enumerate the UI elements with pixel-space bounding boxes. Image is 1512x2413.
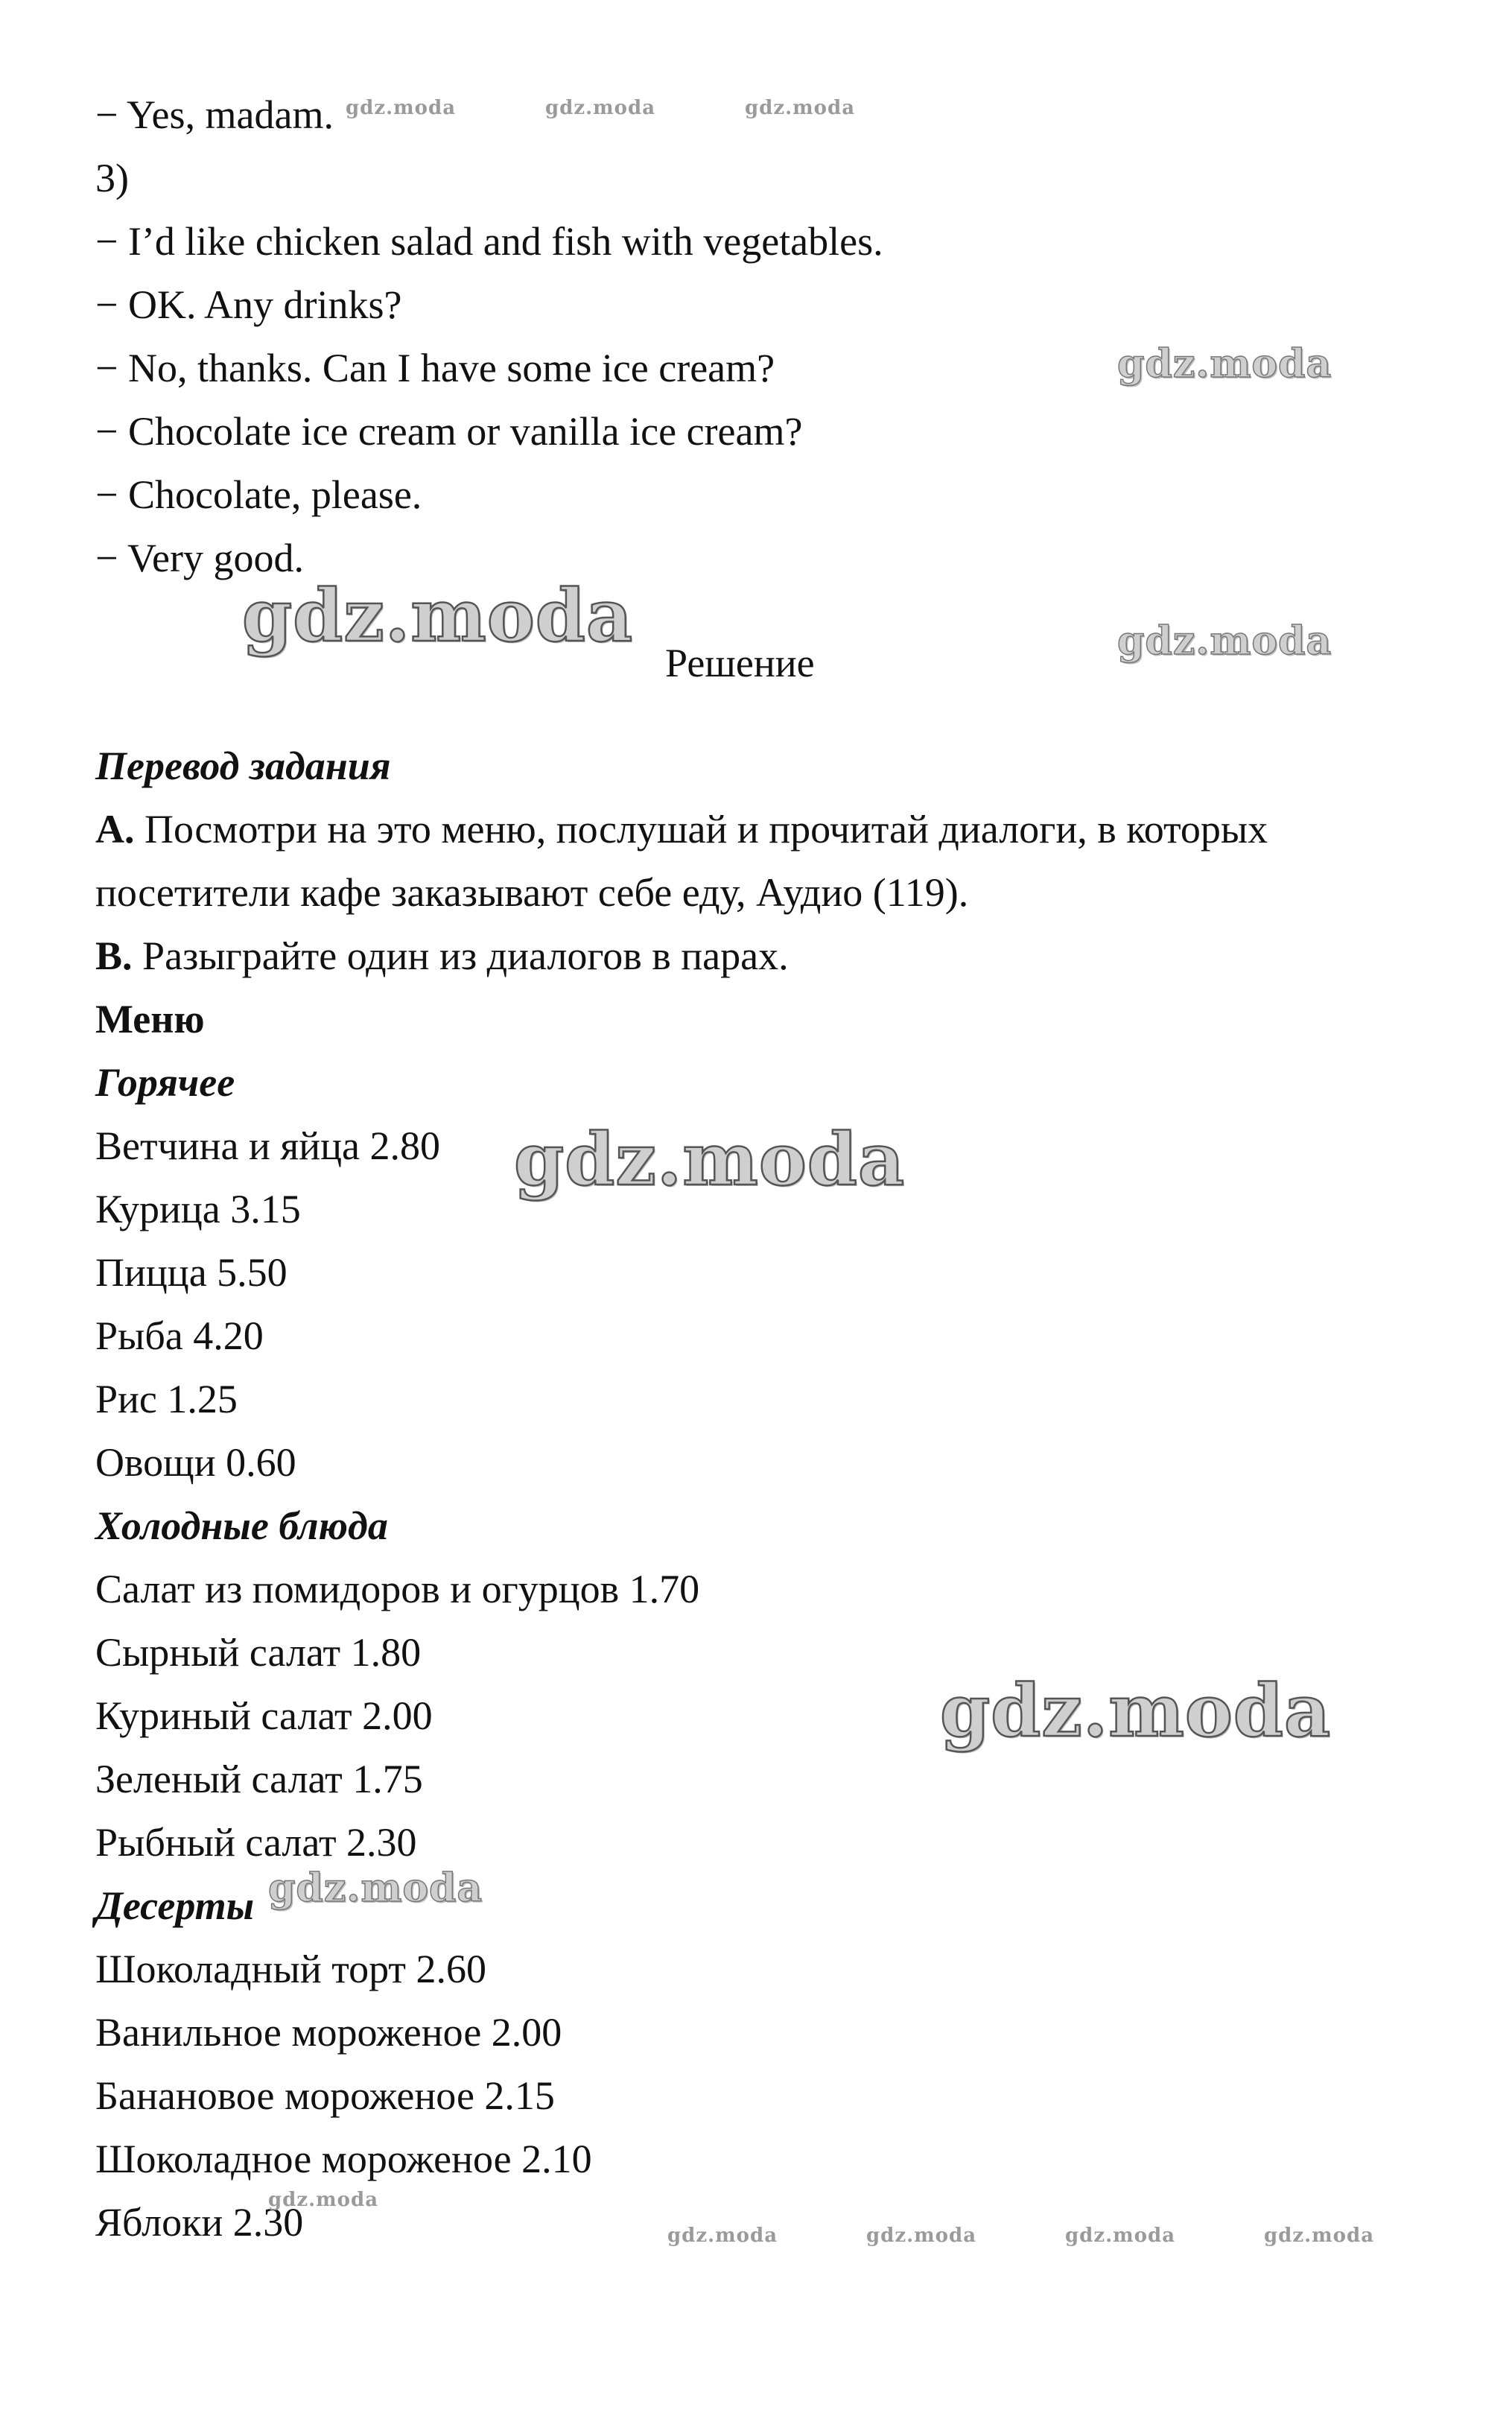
watermark: gdz.moda bbox=[1117, 341, 1332, 387]
dialogue-line: − Yes, madam. bbox=[95, 92, 334, 137]
translation-heading: Перевод задания bbox=[95, 743, 391, 788]
watermark: gdz.moda bbox=[745, 97, 856, 119]
task-b-marker: B. bbox=[95, 933, 133, 978]
desserts-heading: Десерты bbox=[95, 1883, 255, 1928]
watermark: gdz.moda bbox=[1117, 618, 1332, 664]
watermark: gdz.moda bbox=[346, 97, 457, 119]
menu-item: Ванильное мороженое 2.00 bbox=[95, 2010, 562, 2055]
task-a-text: Посмотри на это меню, послушай и прочитай диалоги, в которых bbox=[134, 807, 1268, 852]
cold-heading: Холодные блюда bbox=[95, 1503, 388, 1548]
watermark: gdz.moda bbox=[866, 2225, 977, 2247]
menu-title: Меню bbox=[95, 997, 205, 1041]
watermark: gdz.moda bbox=[1065, 2225, 1176, 2247]
menu-item: Куриный салат 2.00 bbox=[95, 1693, 433, 1738]
task-a-line-2: посетители кафе заказывают себе еду, Аудио (119). bbox=[95, 870, 969, 915]
menu-item: Овощи 0.60 bbox=[95, 1440, 296, 1485]
watermark: gdz.moda bbox=[242, 574, 634, 658]
menu-item: Яблоки 2.30 bbox=[95, 2200, 304, 2245]
hot-heading: Горячее bbox=[95, 1060, 235, 1105]
dialogue-line: − OK. Any drinks? bbox=[95, 282, 402, 327]
menu-item: Салат из помидоров и огурцов 1.70 bbox=[95, 1567, 700, 1611]
menu-item: Пицца 5.50 bbox=[95, 1250, 288, 1295]
menu-item: Зеленый салат 1.75 bbox=[95, 1757, 423, 1801]
menu-item: Сырный салат 1.80 bbox=[95, 1630, 422, 1675]
dialogue-line: − Chocolate ice cream or vanilla ice cream? bbox=[95, 409, 803, 454]
menu-item: Рыбный салат 2.30 bbox=[95, 1820, 417, 1865]
menu-item: Курица 3.15 bbox=[95, 1187, 301, 1231]
dialogue-line: − Chocolate, please. bbox=[95, 472, 422, 517]
menu-item: Рис 1.25 bbox=[95, 1377, 238, 1421]
task-b-text: Разыграйте один из диалогов в парах. bbox=[132, 933, 789, 978]
menu-item: Банановое мороженое 2.15 bbox=[95, 2073, 555, 2118]
watermark: gdz.moda bbox=[514, 1117, 906, 1202]
menu-item: Шоколадный торт 2.60 bbox=[95, 1947, 486, 1991]
dialogue-line: − I’d like chicken salad and fish with vegetables. bbox=[95, 219, 883, 264]
watermark: gdz.moda bbox=[268, 2189, 379, 2211]
task-a-marker: A. bbox=[95, 807, 135, 852]
menu-item: Шоколадное мороженое 2.10 bbox=[95, 2137, 592, 2181]
watermark: gdz.moda bbox=[940, 1669, 1332, 1753]
dialogue-line: − Very good. bbox=[95, 536, 304, 580]
watermark: gdz.moda bbox=[667, 2225, 778, 2247]
solution-label: Решение bbox=[665, 641, 815, 685]
task-b-line bbox=[95, 932, 789, 980]
menu-item: Ветчина и яйца 2.80 bbox=[95, 1123, 441, 1168]
watermark: gdz.moda bbox=[545, 97, 656, 119]
task-a-line bbox=[95, 805, 1268, 853]
menu-item: Рыба 4.20 bbox=[95, 1313, 264, 1358]
watermark: gdz.moda bbox=[268, 1865, 483, 1911]
dialogue-number: 3) bbox=[95, 156, 129, 200]
watermark: gdz.moda bbox=[1264, 2225, 1375, 2247]
dialogue-line: − No, thanks. Can I have some ice cream? bbox=[95, 346, 775, 390]
